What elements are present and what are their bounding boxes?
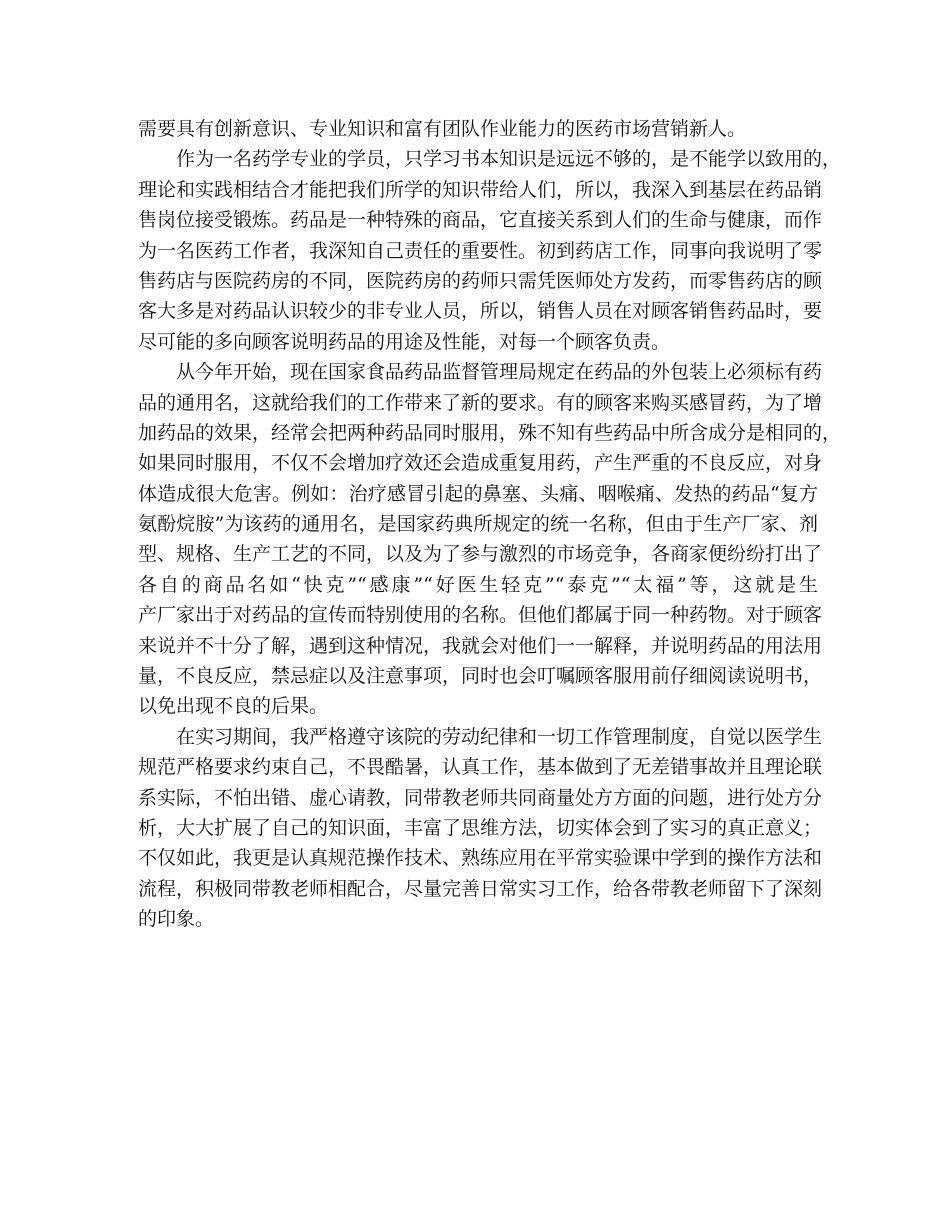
text-line: 加药品的效果，经常会把两种药品同时服用，殊不知有些药品中所含成分是相同的， <box>138 421 842 444</box>
text-line: 流程，积极同带教老师相配合，尽量完善日常实习工作，给各带教老师留下了深刻 <box>138 877 823 900</box>
text-line: 售岗位接受锻炼。药品是一种特殊的商品，它直接关系到人们的生命与健康，而作 <box>138 209 823 232</box>
text-line: 的印象。 <box>138 908 215 931</box>
text-line: 作为一名药学专业的学员，只学习书本知识是远远不够的，是不能学以致用的， <box>176 148 842 171</box>
text-line: 系实际，不怕出错、虚心请教，同带教老师共同商量处方方面的问题，进行处方分 <box>138 786 823 809</box>
text-line: 需要具有创新意识、专业知识和富有团队作业能力的医药市场营销新人。 <box>138 118 747 140</box>
text-line: 不仅如此，我更是认真规范操作技术、熟练应用在平常实验课中学到的操作方法和 <box>138 847 823 870</box>
text-line: 析，大大扩展了自己的知识面，丰富了思维方法，切实体会到了实习的真正意义； <box>138 816 823 839</box>
text-line: 氨酚烷胺”为该药的通用名，是国家药典所规定的统一名称，但由于生产厂家、剂 <box>138 513 818 536</box>
text-line: 产厂家出于对药品的宣传而特别使用的名称。但他们都属于同一种药物。对于顾客 <box>138 604 823 627</box>
text-line: 品的通用名，这就给我们的工作带来了新的要求。有的顾客来购买感冒药，为了增 <box>138 391 823 414</box>
text-line: 售药店与医院药房的不同，医院药房的药师只需凭医师处方发药，而零售药店的顾 <box>138 269 823 292</box>
text-line: 规范严格要求约束自己，不畏酷暑，认真工作，基本做到了无差错事故并且理论联 <box>138 756 823 779</box>
text-line: 型、规格、生产工艺的不同，以及为了参与激烈的市场竞争，各商家便纷纷打出了 <box>138 543 823 566</box>
text-line: 为一名医药工作者，我深知自己责任的重要性。初到药店工作，同事向我说明了零 <box>138 239 823 262</box>
text-line: 体造成很大危害。例如：治疗感冒引起的鼻塞、头痛、咽喉痛、发热的药品“复方 <box>138 482 818 505</box>
text-line: 量，不良反应，禁忌症以及注意事项，同时也会叮嘱顾客服用前仔细阅读说明书， <box>138 665 823 688</box>
text-line: 在实习期间，我严格遵守该院的劳动纪律和一切工作管理制度，自觉以医学生 <box>176 725 823 748</box>
text-line: 来说并不十分了解，遇到这种情况，我就会对他们一一解释，并说明药品的用法用 <box>138 634 823 657</box>
document-body <box>138 114 842 935</box>
text-line: 各自的商品名如“快克”“感康”“好医生轻克”“泰克”“太福”等，这就是生 <box>138 573 818 596</box>
text-line: 客大多是对药品认识较少的非专业人员，所以，销售人员在对顾客销售药品时，要 <box>138 300 823 323</box>
text-line: 如果同时服用，不仅不会增加疗效还会造成重复用药，产生严重的不良反应，对身 <box>138 452 823 475</box>
text-line: 尽可能的多向顾客说明药品的用途及性能，对每一个顾客负责。 <box>138 330 671 353</box>
text-line: 理论和实践相结合才能把我们所学的知识带给人们，所以，我深入到基层在药品销 <box>138 178 823 201</box>
text-line: 以免出现不良的后果。 <box>138 695 329 718</box>
text-line: 从今年开始，现在国家食品药品监督管理局规定在药品的外包装上必须标有药 <box>176 361 823 384</box>
